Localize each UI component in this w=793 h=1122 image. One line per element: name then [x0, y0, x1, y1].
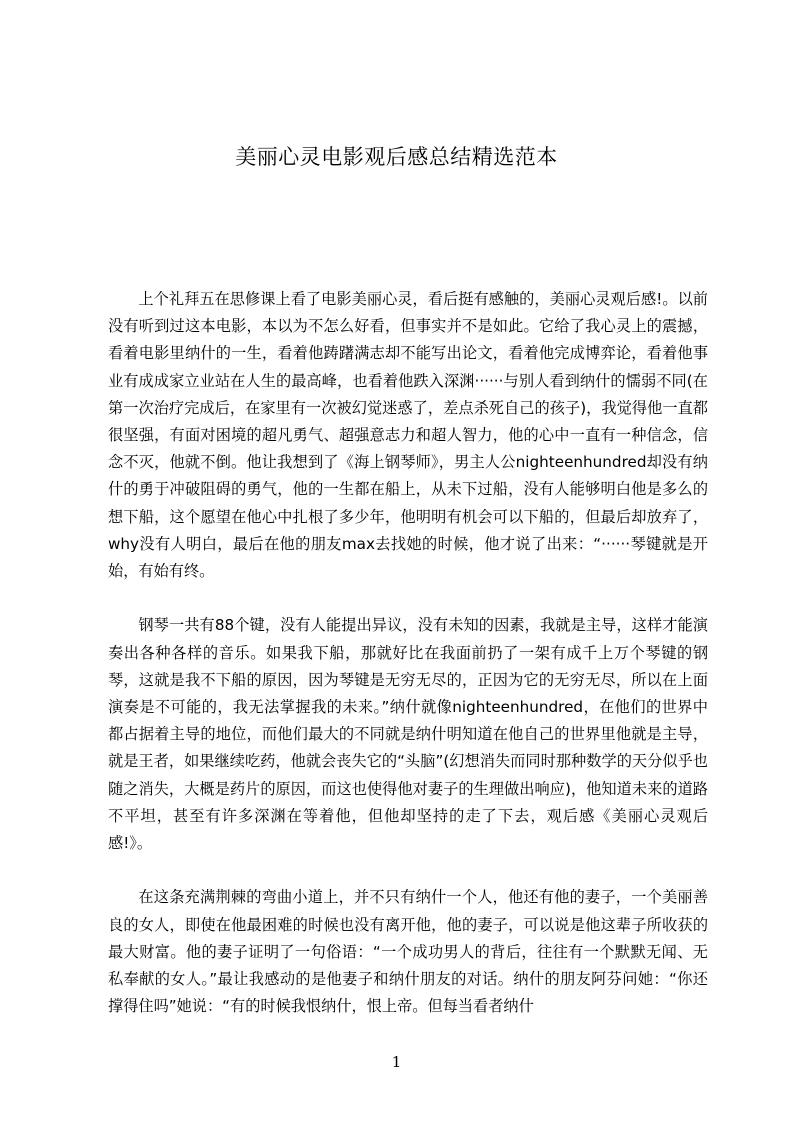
- paragraph-1: 上个礼拜五在思修课上看了电影美丽心灵，看后挺有感触的，美丽心灵观后感!。以前没有听到过这本电影，本以为不怎么好看，但事实并不是如此。它给了我心灵上的震撼，看着电影里纳什的一生，看着他踌躇满志却不能写出论文，看着他完成博弈论，看着他事业有成成家立业站在人生的最高峰，也看着他跌入深渊······与别人看到纳什的懦弱不同(在第一次治疗完成后，在家里有一次被幻觉迷惑了，差点杀死自己的孩子)，我觉得他一直都很坚强，有面对困境的超凡勇气、超强意志力和超人智力，他的心中一直有一种信念，信念不灭，他就不倒。他让我想到了《海上钢琴师》，男主人公nighteenhundred却没有纳什的勇于冲破阻碍的勇气，他的一生都在船上，从未下过船，没有人能够明白他是多么的想下船，这个愿望在他心中扎根了多少年，他明明有机会可以下船的，但最后却放弃了，why没有人明白，最后在他的朋友max去找她的时候，他才说了出来：“······琴键就是开始，有始有终。: [108, 290, 708, 581]
- paragraph-2: 钢琴一共有88个键，没有人能提出异议，没有未知的因素，我就是主导，这样才能演奏出各种各样的音乐。如果我下船，那就好比在我面前扔了一架有成千上万个琴键的钢琴，这就是我不下船的原因，因为琴键是无穷无尽的，正因为它的无穷无尽，所以在上面演奏是不可能的，我无法掌握我的未来。”纳什就像nighteenhundred，在他们的世界中都占据着主导的地位，而他们最大的不同就是纳什明知道在他自己的世界里他就是主导，就是王者，如果继续吃药，他就会丧失它的“头脑”(幻想消失而同时那种数学的天分似乎也随之消失，大概是药片的原因，而这也使得他对妻子的生理做出响应)，他知道未来的道路不平坦，甚至有许多深渊在等着他，但他却坚持的走了下去，观后感《美丽心灵观后感!》。: [108, 616, 708, 853]
- paragraph-3: 在这条充满荆棘的弯曲小道上，并不只有纳什一个人，他还有他的妻子，一个美丽善良的女人，即使在他最困难的时候也没有离开他，他的妻子，可以说是他这辈子所收获的最大财富。他的妻子证明了一句俗语：“一个成功男人的背后，往往有一个默默无闻、无私奉献的女人。”最让我感动的是他妻子和纳什朋友的对话。纳什的朋友阿芬问她：“你还撑得住吗”她说：“有的时候我恨纳什，恨上帝。但每当看者纳什: [108, 888, 708, 1016]
- document-title: 美丽心灵电影观后感总结精选范本: [235, 145, 558, 169]
- page-number: 1: [391, 1053, 402, 1071]
- document-body: [108, 286, 708, 1020]
